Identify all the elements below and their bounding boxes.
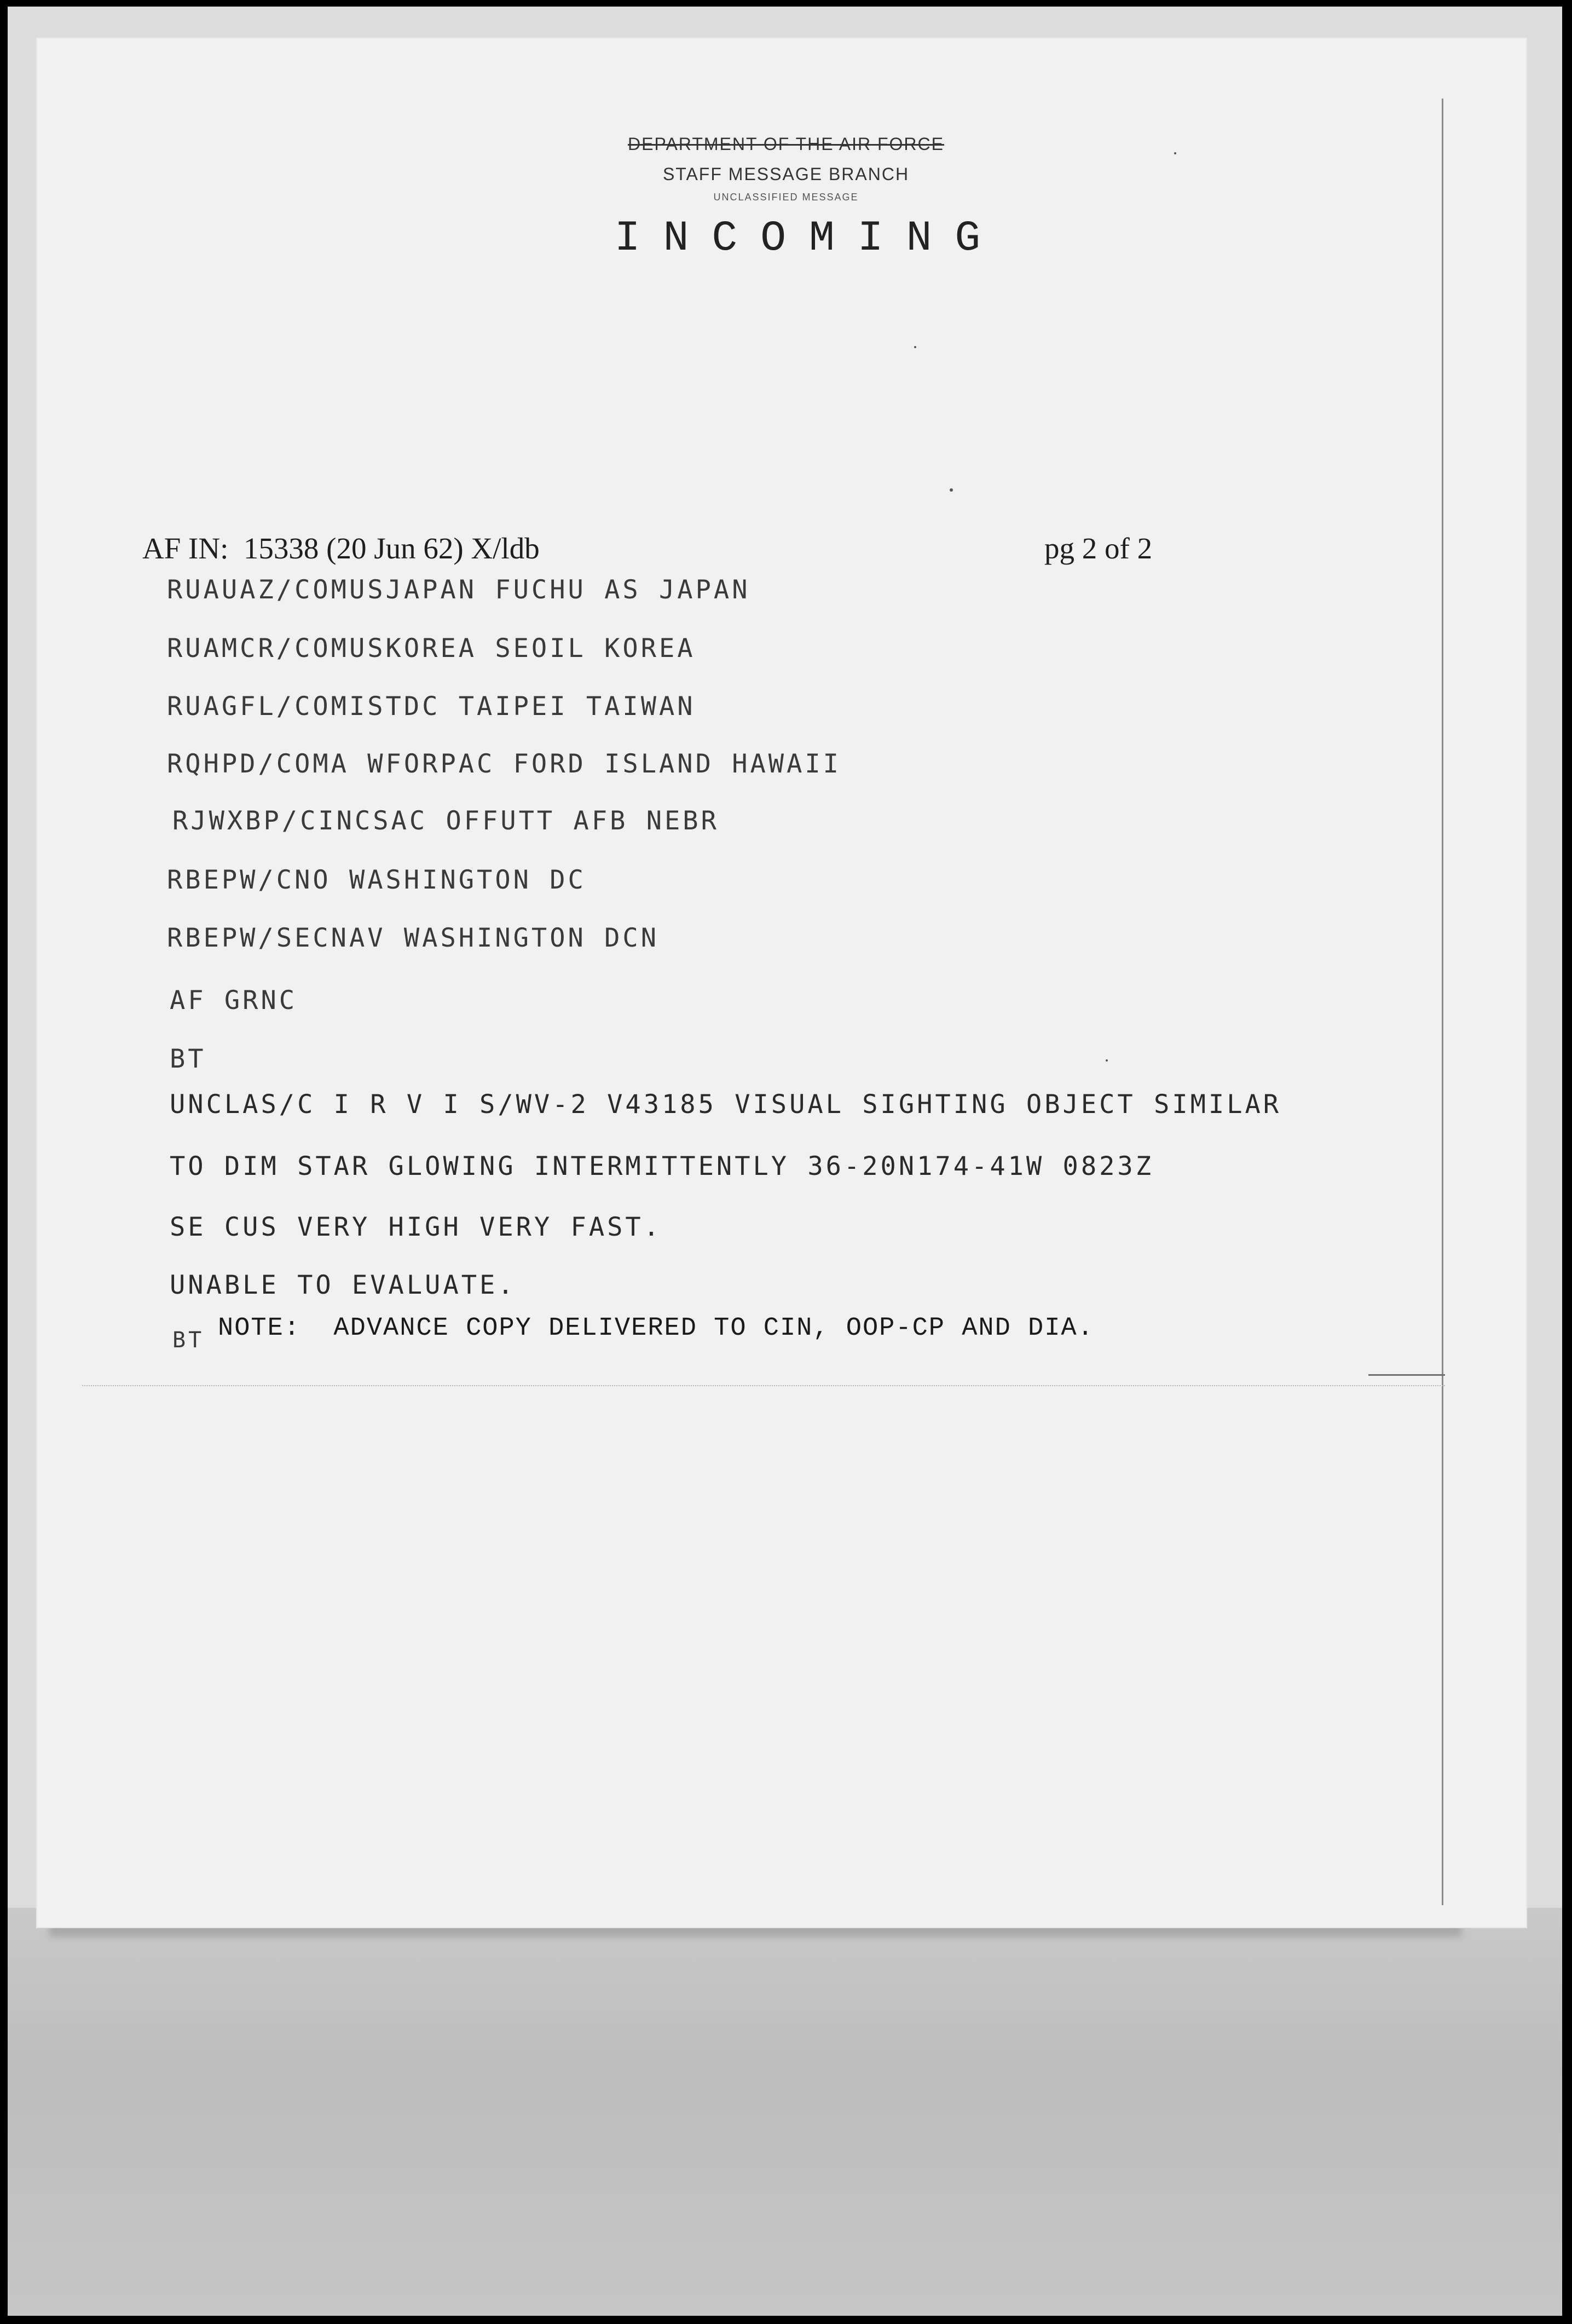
addressee-line: AF GRNC xyxy=(170,985,298,1016)
right-margin-rule xyxy=(1442,99,1443,1905)
header-department: DEPARTMENT OF THE AIR FORCE xyxy=(628,134,944,154)
header-branch: STAFF MESSAGE BRANCH xyxy=(662,164,910,184)
addressee-line: RUAGFL/COMISTDC TAIPEI TAIWAN xyxy=(167,691,696,722)
speck xyxy=(1106,1059,1108,1062)
addressee-line: RJWXBP/CINCSAC OFFUTT AFB NEBR xyxy=(172,806,719,836)
message-line: SE CUS VERY HIGH VERY FAST. xyxy=(170,1212,662,1242)
addressee-line: RQHPD/COMA WFORPAC FORD ISLAND HAWAII xyxy=(167,749,841,779)
speck xyxy=(950,488,953,492)
message-line: UNCLAS/C I R V I S/WV-2 V43185 VISUAL SIGHTING OBJECT SIMILAR xyxy=(170,1089,1282,1120)
solid-divider xyxy=(1368,1374,1445,1376)
addressee-line: RUAMCR/COMUSKOREA SEOIL KOREA xyxy=(167,633,696,664)
message-sheet xyxy=(37,38,1526,1927)
speck xyxy=(914,346,916,348)
page-number: pg 2 of 2 xyxy=(1044,532,1153,565)
addressee-line: RUAUAZ/COMUSJAPAN FUCHU AS JAPAN xyxy=(167,575,750,605)
addressee-line: RBEPW/SECNAV WASHINGTON DCN xyxy=(167,923,660,953)
scan-lower-area xyxy=(8,1908,1562,2316)
break-marker: BT xyxy=(170,1044,206,1074)
message-line: TO DIM STAR GLOWING INTERMITTENTLY 36-20N174-41W 0823Z xyxy=(170,1151,1154,1181)
closing-break-marker: BT xyxy=(172,1328,205,1353)
header-classification: UNCLASSIFIED MESSAGE xyxy=(713,192,859,203)
advance-copy-note: NOTE: ADVANCE COPY DELIVERED TO CIN, OOP-CP AND DIA. xyxy=(218,1314,1094,1343)
af-in-reference: AF IN: 15338 (20 Jun 62) X/ldb xyxy=(142,532,540,565)
header-incoming: INCOMING xyxy=(614,215,1004,263)
addressee-line: RBEPW/CNO WASHINGTON DC xyxy=(167,865,586,895)
dotted-divider xyxy=(82,1385,1445,1386)
message-line: UNABLE TO EVALUATE. xyxy=(170,1270,516,1300)
